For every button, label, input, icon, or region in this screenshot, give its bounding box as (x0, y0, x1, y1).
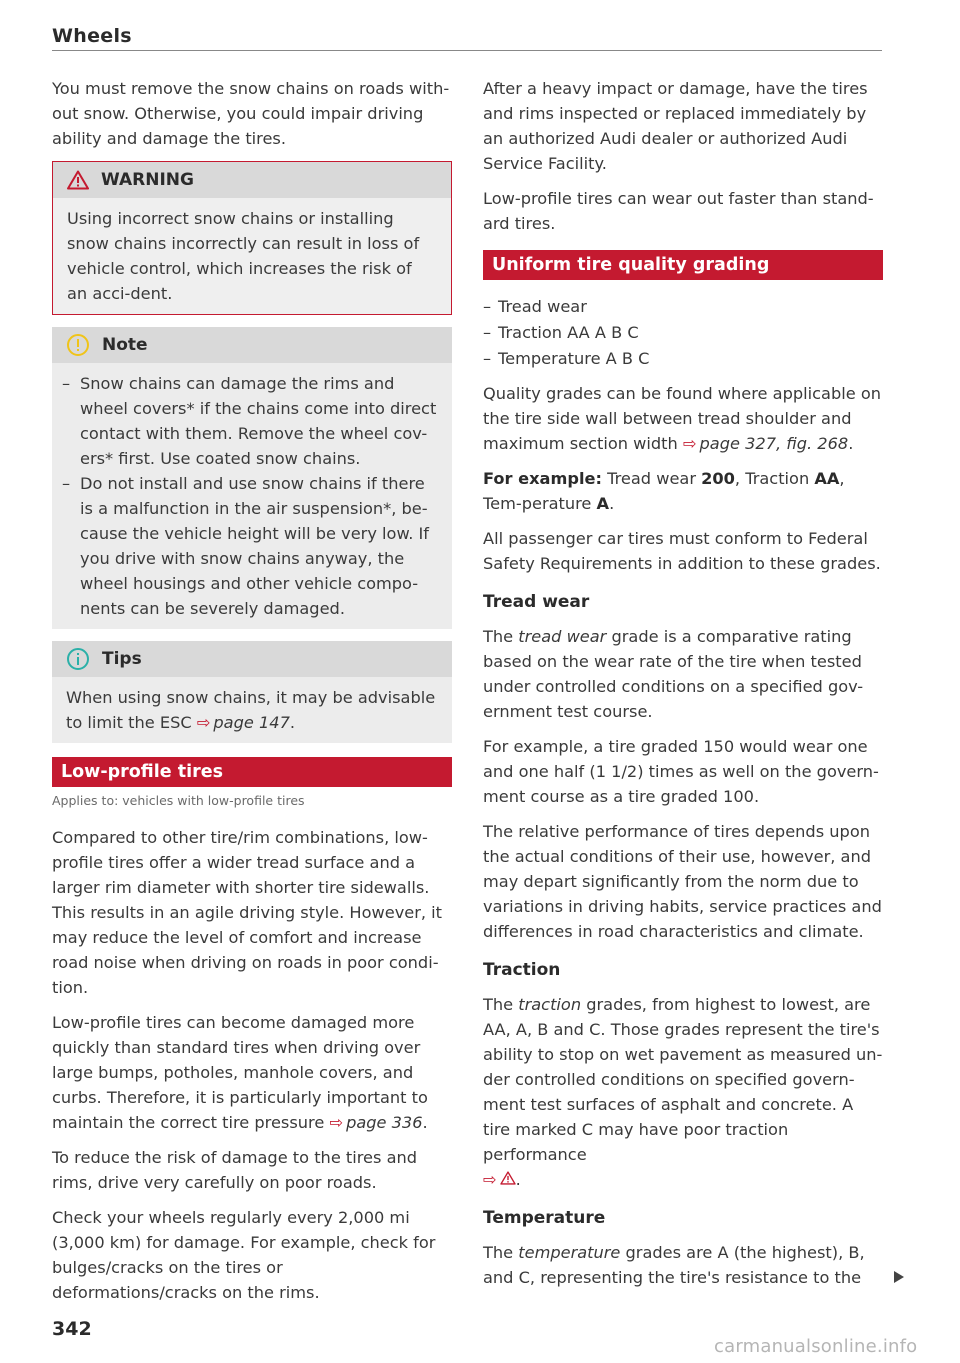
page-link-label: page 336 (346, 1113, 423, 1132)
warning-link[interactable] (483, 1170, 516, 1189)
page-link[interactable] (197, 713, 290, 732)
applies-to-note: Applies to: vehicles with low-profile tires (52, 793, 305, 808)
punctuation: . (422, 1113, 428, 1132)
example-text: , Tem-perature (483, 469, 845, 513)
page-header-title: Wheels (52, 25, 132, 47)
paragraph-text: grade is a comparative rating based on the wear rate of the tire when tested under controlled conditions on a specified gov-ernment test course. (483, 627, 864, 721)
note-body (52, 363, 452, 629)
paragraph-text: Low-profile tires can become damaged more quickly than standard tires when driving over large bumps, potholes, manhole covers, and curbs. Therefore, it is particularly important to maintain the correct tire pressure (52, 1013, 428, 1132)
paragraph: All passenger car tires must conform to Federal Safety Requirements in addition to these grades. (483, 529, 881, 573)
paragraph-text: Quality grades can be found where applicable on the tire side wall between tread shoulder and maximum section width (483, 384, 881, 453)
warning-header (53, 162, 451, 198)
tips-header (52, 641, 452, 677)
subheading-traction: Traction (483, 960, 561, 980)
subheading-tread-wear: Tread wear (483, 592, 590, 612)
tips-body (52, 677, 452, 743)
paragraph: After a heavy impact or damage, have the tires and rims inspected or replaced immediately by an authorized Audi dealer or authorized Audi Service Facility. (483, 79, 868, 173)
watermark: carmanualsonline.info (714, 1336, 918, 1357)
emphasis: traction (518, 995, 582, 1014)
grade-item: – Traction AA A B C (483, 320, 883, 345)
note-list (52, 371, 438, 621)
paragraph: The relative performance of tires depends upon the actual conditions of their use, however, and may depart significantly from the norm due to variations in driving habits, service practices and differences in road characteristics and climate. (483, 822, 882, 941)
emphasis: temperature (518, 1243, 621, 1262)
grade-list (483, 294, 883, 371)
note-title: Note (102, 335, 148, 355)
example-paragraph (483, 466, 883, 516)
paragraph-text: grades are A (the highest), B, and C, representing the tire's resistance to the (483, 1243, 865, 1287)
continue-arrow-icon (893, 1269, 905, 1288)
example-value: AA (814, 469, 840, 488)
warning-triangle-icon (67, 170, 89, 190)
paragraph: Low-profile tires can wear out faster than stand-ard tires. (483, 189, 874, 233)
tips-text-content: When using snow chains, it may be advisable to limit the ESC (66, 688, 436, 732)
warning-box (52, 161, 452, 315)
tips-box (52, 641, 452, 743)
note-item: – Snow chains can damage the rims and wheel covers* if the chains come into direct contact with them. Remove the wheel cov-ers* first. Use coated snow chains. (52, 371, 438, 471)
paragraph (483, 381, 883, 456)
punctuation: . (848, 434, 854, 453)
punctuation: . (515, 1170, 521, 1189)
page-link[interactable] (683, 434, 848, 453)
warning-text: Using incorrect snow chains or installing snow chains incorrectly can result in loss of vehicle control, which increases the risk of an acci-dent. (67, 209, 420, 303)
warning-body (53, 198, 451, 314)
page-link[interactable] (329, 1113, 422, 1132)
right-column (483, 76, 883, 1300)
tips-text (66, 685, 438, 735)
page-link-label: page 147 (213, 713, 290, 732)
example-value: 200 (701, 469, 735, 488)
note-item: – Do not install and use snow chains if there is a malfunction in the air suspension*, be-cause the vehicle height will be very low. If you drive with snow chains anyway, the wheel housings and other vehicle compo-nents can be severely damaged. (52, 471, 438, 621)
page-link-label: page 327, fig. 268 (699, 434, 849, 453)
tips-title: Tips (102, 649, 142, 669)
punctuation: . (289, 713, 296, 732)
subheading-temperature: Temperature (483, 1208, 606, 1228)
example-text: Tread wear (601, 469, 702, 488)
example-label: For example: (483, 469, 602, 488)
paragraph: To reduce the risk of damage to the tires and rims, drive very carefully on poor roads. (52, 1148, 418, 1192)
example-value: A (596, 494, 610, 513)
example-text: , Traction (734, 469, 815, 488)
paragraph (52, 1010, 452, 1135)
paragraph-text: The (483, 627, 519, 646)
tips-info-icon (66, 647, 90, 671)
emphasis: tread wear (518, 627, 607, 646)
paragraph: For example, a tire graded 150 would wear one and one half (1 1/2) times as well on the govern-ment course as a tire graded 100. (483, 737, 879, 806)
grade-item: – Temperature A B C (483, 346, 883, 371)
note-header (52, 327, 452, 363)
paragraph: Check your wheels regularly every 2,000 mi (3,000 km) for damage. For example, check for bulges/cracks on the tires or deformations/cracks on the rims. (52, 1208, 436, 1302)
paragraph-text: The (483, 995, 519, 1014)
page-number: 342 (52, 1318, 92, 1340)
note-exclamation-icon (66, 333, 90, 357)
header-divider (52, 50, 882, 51)
paragraph-text: The (483, 1243, 519, 1262)
arrow-right-icon: ⇨ (329, 1113, 344, 1132)
grade-item: – Tread wear (483, 294, 883, 319)
paragraph-text: grades, from highest to lowest, are AA, A, B and C. Those grades represent the tire's ability to stop on wet pavement as measured un-der controlled conditions on specified govern-ment test surfaces of asphalt and concrete. A tire marked C may have poor traction performance (483, 995, 883, 1164)
arrow-right-icon: ⇨ (483, 1170, 497, 1189)
section-heading-low-profile: Low-profile tires (52, 757, 452, 787)
note-box (52, 327, 452, 629)
section-heading-quality-grading: Uniform tire quality grading (483, 250, 883, 280)
paragraph (483, 624, 883, 724)
arrow-right-icon: ⇨ (196, 713, 211, 732)
warning-title: WARNING (101, 170, 194, 190)
warning-triangle-icon (500, 1171, 516, 1185)
paragraph (483, 1240, 883, 1290)
paragraph: You must remove the snow chains on roads with-out snow. Otherwise, you could impair driving ability and damage the tires. (52, 79, 450, 148)
arrow-right-icon: ⇨ (682, 434, 697, 453)
left-column (52, 76, 452, 1315)
example-text: . (609, 494, 615, 513)
paragraph (483, 992, 883, 1192)
paragraph: Compared to other tire/rim combinations, low-profile tires offer a wider tread surface and a larger rim diameter with shorter tire sidewalls. This results in an agile driving style. However, it may reduce the level of comfort and increase road noise when driving on roads in poor condi-tion. (52, 828, 443, 997)
